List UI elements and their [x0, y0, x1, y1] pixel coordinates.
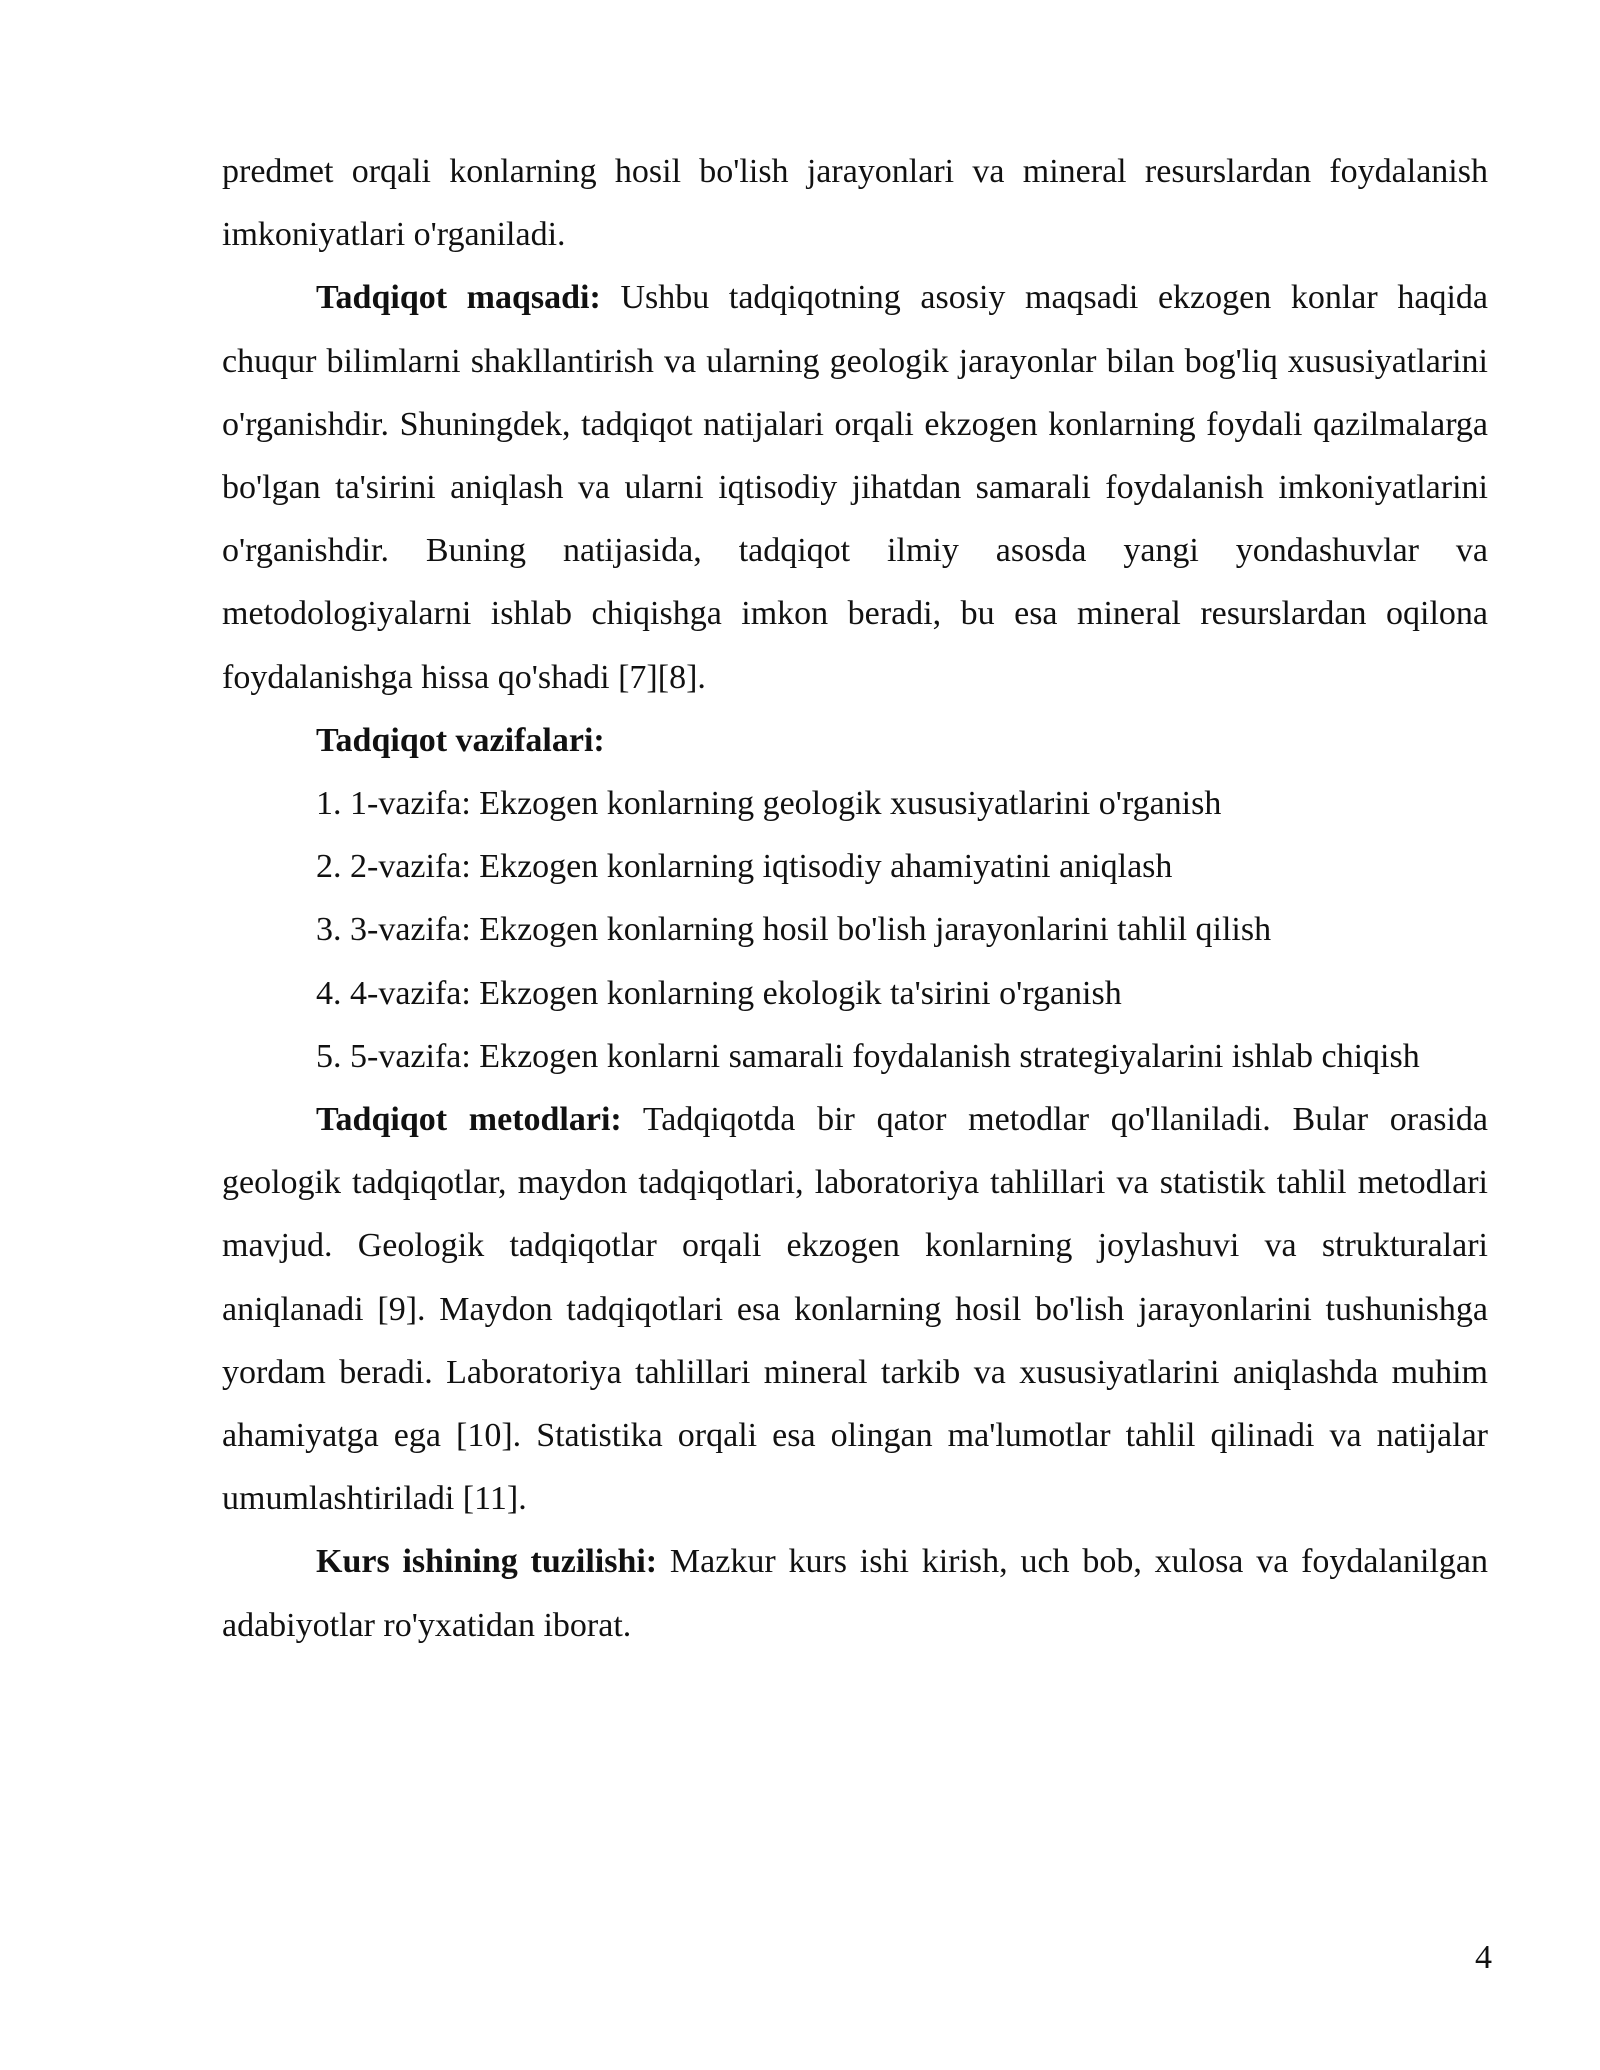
intro-continuation-paragraph: predmet orqali konlarning hosil bo'lish jarayonlari va mineral resurslardan foydalanish imkoniyatlari o'rganiladi. — [222, 153, 1488, 254]
structure-paragraph — [222, 1530, 1488, 1656]
goal-label: Tadqiqot maqsadi: — [316, 279, 601, 317]
goal-paragraph — [222, 266, 1488, 708]
structure-text: Mazkur kurs ishi kirish, uch bob, xulosa va foydalanilgan adabiyotlar ro'yxatidan iborat. — [222, 1543, 1489, 1644]
structure-label: Kurs ishining tuzilishi: — [316, 1543, 658, 1581]
tasks-label: Tadqiqot vazifalari: — [316, 721, 605, 759]
document-body — [222, 140, 1488, 1657]
task-item-1: 1. 1-vazifa: Ekzogen konlarning geologik xususiyatlarini o'rganish — [316, 785, 1222, 823]
task-item-4: 4. 4-vazifa: Ekzogen konlarning ekologik ta'sirini o'rganish — [316, 974, 1122, 1012]
methods-label: Tadqiqot metodlari: — [316, 1101, 622, 1139]
task-item-3: 3. 3-vazifa: Ekzogen konlarning hosil bo'lish jarayonlarini tahlil qilish — [316, 911, 1272, 949]
page-number: 4 — [1475, 1939, 1492, 1976]
goal-text: Ushbu tadqiqotning asosiy maqsadi ekzogen konlar haqida chuqur bilimlarni shakllantirish va ularning geologik jarayonlar bilan bog'liq xususiyatlarini o'rganishdir. Shuningdek, tadqiqot natijalari orqali ekzogen konlarning foydali qazilmalarga bo'lgan ta'sirini aniqlash va ularni iqtisodiy jihatdan samarali foydalanish imkoniyatlarini o'rganishdir. Buning natijasida, tadqiqot ilmiy asosda yangi yondashuvlar va metodologiyalarni ishlab chiqishga imkon beradi, bu esa mineral resurslardan oqilona foydalanishga hissa qo'shadi [7][8]. — [222, 279, 1488, 696]
tasks-heading — [222, 709, 1488, 772]
task-item-2: 2. 2-vazifa: Ekzogen konlarning iqtisodiy ahamiyatini aniqlash — [316, 848, 1173, 886]
methods-paragraph — [222, 1088, 1488, 1530]
task-item-5: 5. 5-vazifa: Ekzogen konlarni samarali foydalanish strategiyalarini ishlab chiqish — [316, 1037, 1420, 1075]
methods-text: Tadqiqotda bir qator metodlar qo'llaniladi. Bular orasida geologik tadqiqotlar, maydon tadqiqotlari, laboratoriya tahlillari va statistik tahlil metodlari mavjud. Geologik tadqiqotlar orqali ekzogen konlarning joylashuvi va strukturalari aniqlanadi [9]. Maydon tadqiqotlari esa konlarning hosil bo'lish jarayonlarini tushunishga yordam beradi. Laboratoriya tahlillari mineral tarkib va xususiyatlarini aniqlashda muhim ahamiyatga ega [10]. Statistika orqali esa olingan ma'lumotlar tahlil qilinadi va natijalar umumlashtiriladi [11]. — [222, 1101, 1488, 1518]
